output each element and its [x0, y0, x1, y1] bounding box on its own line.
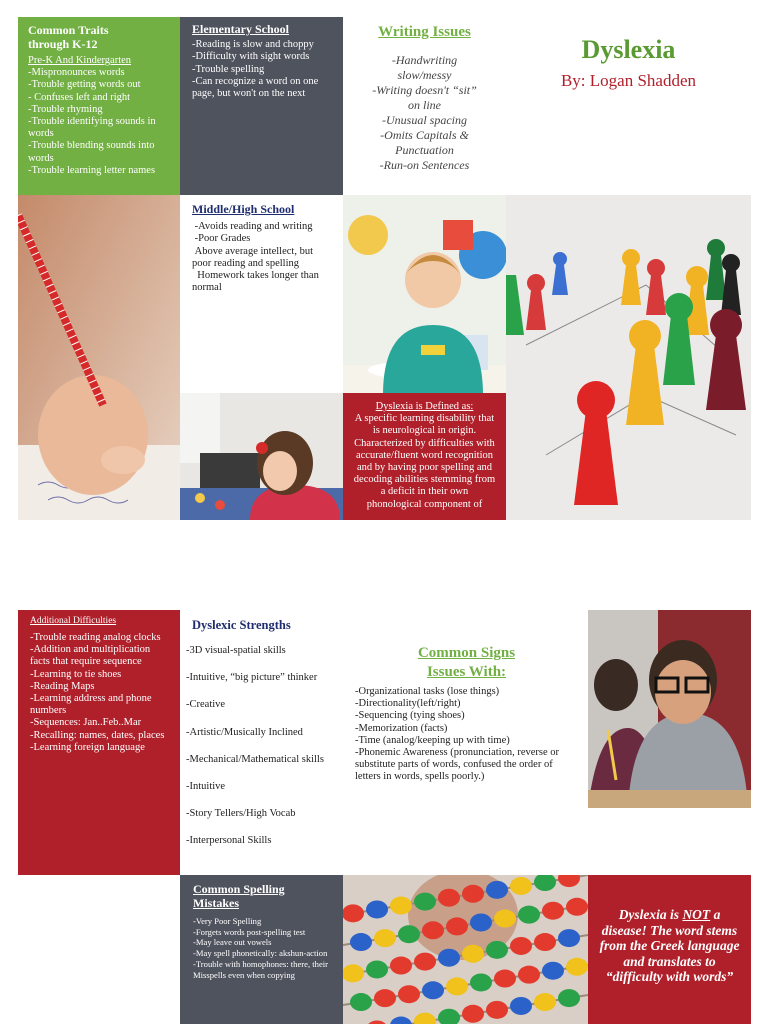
additional-item: -Trouble reading analog clocks	[30, 632, 161, 643]
defined-panel	[343, 393, 506, 520]
abacus-bead	[470, 973, 492, 991]
k12-panel	[18, 17, 180, 195]
signs-list	[355, 686, 578, 784]
k12-item: -Mispronounces words	[28, 67, 125, 79]
abacus-bead	[518, 966, 540, 984]
k12-item: -Trouble identifying sounds in words	[28, 116, 156, 140]
abacus-bead	[390, 897, 412, 915]
abacus-bead	[486, 881, 508, 899]
defined-title: Dyslexia is Defined as:	[375, 401, 474, 412]
notdisease-pre: Dyslexia is	[618, 907, 683, 922]
defined-body: A specific learning disability that is neurological in origin. Characterized by difficulties with accurate/fluent word recognition and by having poor spelling and decoding abilities stemming from a deficit in their own phonological component of	[353, 413, 496, 510]
middle-item: Homework takes longer than normal	[192, 270, 322, 294]
strength-item: -Interpersonal Skills	[186, 835, 272, 847]
abacus-bead	[374, 929, 396, 947]
abacus-bead	[510, 937, 532, 955]
abacus-bead	[470, 913, 492, 931]
writing-item: -Unusual spacing	[382, 113, 467, 127]
abacus-bead	[343, 904, 364, 922]
strength-item: -Creative	[186, 699, 226, 711]
additional-list	[30, 632, 168, 754]
spelling-item: -Trouble with homophones: there, their	[193, 958, 329, 969]
elementary-item: -Can recognize a word on one page, but won't on the next	[192, 75, 319, 100]
abacus-bead	[414, 953, 436, 971]
spelling-item: -Very Poor Spelling	[193, 916, 262, 926]
strength-item: -Artistic/Musically Inclined	[186, 726, 303, 738]
spelling-item: -May leave out vowels	[193, 937, 272, 948]
abacus-bead	[398, 925, 420, 943]
abacus-bead	[566, 958, 588, 976]
glasses-boy-photo	[588, 610, 751, 808]
additional-item: -Learning address and phone numbers	[30, 693, 152, 717]
strength-item: -Intuitive	[186, 781, 226, 793]
game-pieces-photo	[506, 195, 751, 520]
writing-item: -Run-on Sentences	[379, 158, 470, 172]
spelling-title: Common Spelling Mistakes	[193, 882, 285, 910]
additional-item: -Recalling: names, dates, places	[30, 729, 165, 741]
strength-item: -Story Tellers/High Vocab	[186, 808, 296, 820]
k12-item: -Trouble rhyming	[28, 103, 103, 115]
k12-item: -Trouble blending sounds into words	[28, 140, 155, 164]
abacus-bead	[462, 885, 484, 903]
abacus-bead	[518, 906, 540, 924]
strengths-panel	[180, 610, 343, 875]
sign-item: -Phonemic Awareness (pronunciation, reverse or substitute parts of words, confused the order of letters in words, spells poorly.)	[355, 747, 560, 783]
abacus-bead	[494, 910, 516, 928]
k12-item: -Trouble learning letter names	[28, 164, 156, 176]
writing-title: Writing Issues	[378, 24, 471, 40]
writing-item: -Handwriting slow/messy	[391, 53, 458, 82]
abacus-bead	[542, 902, 564, 920]
elementary-item: -Reading is slow and choppy	[192, 39, 314, 51]
notdisease-text	[598, 907, 741, 985]
boy-photo	[343, 195, 506, 393]
additional-item: -Reading Maps	[30, 680, 95, 692]
strength-item: -Mechanical/Mathematical skills	[186, 753, 324, 765]
abacus-bead	[366, 900, 388, 918]
notdisease-not: NOT	[682, 907, 711, 922]
middle-item: -Avoids reading and writing	[192, 221, 313, 233]
strengths-title: Dyslexic Strengths	[192, 618, 291, 632]
abacus-bead	[534, 993, 556, 1011]
abacus-bead	[446, 977, 468, 995]
abacus-bead	[558, 989, 580, 1007]
abacus-bead	[462, 945, 484, 963]
abacus-bead	[510, 997, 532, 1015]
strength-item: -3D visual-spatial skills	[186, 645, 286, 656]
additional-item: -Learning foreign language	[30, 741, 145, 753]
handwriting-photo	[18, 195, 180, 520]
abacus-bead	[510, 877, 532, 895]
middle-item: Above average intellect, but poor reading and spelling	[192, 245, 316, 269]
writing-item: -Writing doesn't “sit” on line	[372, 83, 477, 112]
sign-item: -Memorization (facts)	[355, 722, 448, 734]
abacus-bead	[566, 898, 588, 916]
elementary-item: -Difficulty with sight words	[192, 51, 310, 63]
sign-item: -Organizational tasks (lose things)	[355, 686, 500, 697]
abacus-photo	[343, 875, 588, 1024]
additional-item: -Sequences: Jan..Feb..Mar	[30, 717, 142, 729]
additional-item: -Learning to tie shoes	[30, 668, 122, 680]
spelling-panel	[180, 875, 343, 1024]
additional-item: -Addition and multiplication facts that require sequence	[30, 644, 151, 668]
notdisease-post: a disease! The word stems from the Greek language and translates to “difficulty with words”	[599, 907, 740, 984]
abacus-bead	[542, 962, 564, 980]
k12-list	[28, 67, 170, 177]
cover-panel	[506, 17, 751, 195]
strength-item: -Intuitive, “big picture” thinker	[186, 672, 318, 684]
spelling-item: -Forgets words post-spelling test	[193, 926, 306, 937]
spelling-list	[193, 916, 330, 980]
abacus-bead	[494, 970, 516, 988]
writing-panel	[343, 17, 506, 195]
abacus-bead	[422, 921, 444, 939]
k12-title: Common Traits through K-12	[28, 23, 109, 51]
abacus-bead	[486, 1001, 508, 1019]
abacus-bead	[343, 964, 364, 982]
middle-item: -Poor Grades	[192, 233, 251, 245]
sign-item: -Sequencing (tying shoes)	[355, 710, 465, 722]
elementary-panel	[180, 17, 343, 195]
sign-item: -Directionality(left/right)	[355, 698, 461, 710]
girl-photo	[180, 393, 343, 520]
k12-subtitle: Pre-K And Kindergarten	[28, 55, 132, 66]
spelling-item: -May spell phonetically: akshun-action	[193, 948, 328, 959]
abacus-bead	[374, 989, 396, 1007]
abacus-bead	[414, 893, 436, 911]
k12-item: -Trouble getting words out	[28, 79, 141, 91]
elementary-item: -Trouble spelling	[192, 63, 265, 75]
abacus-bead	[390, 957, 412, 975]
abacus-bead	[438, 949, 460, 967]
abacus-bead	[438, 889, 460, 907]
abacus-bead	[366, 960, 388, 978]
abacus-bead	[350, 933, 372, 951]
notdisease-panel	[588, 875, 751, 1024]
signs-panel	[343, 610, 588, 875]
middle-list	[192, 221, 331, 294]
sign-item: -Time (analog/keeping up with time)	[355, 734, 510, 746]
signs-title: Common Signs Issues With:	[417, 645, 516, 680]
abacus-bead	[350, 993, 372, 1011]
writing-item: -Omits Capitals & Punctuation	[380, 128, 469, 157]
additional-panel	[18, 610, 180, 875]
cover-title: Dyslexia	[581, 35, 676, 64]
middle-panel	[180, 195, 343, 393]
elementary-title: Elementary School	[192, 22, 289, 36]
abacus-bead	[534, 933, 556, 951]
k12-item: - Confuses left and right	[28, 91, 131, 103]
abacus-bead	[422, 981, 444, 999]
additional-title: Additional Difficulties	[30, 616, 117, 626]
abacus-bead	[486, 941, 508, 959]
abacus-bead	[446, 917, 468, 935]
middle-title: Middle/High School	[192, 202, 295, 216]
writing-list	[349, 53, 500, 173]
abacus-bead	[398, 985, 420, 1003]
abacus-bead	[462, 1005, 484, 1023]
spelling-item: Misspells even when copying	[193, 969, 295, 980]
elementary-list	[192, 39, 331, 100]
cover-author: By: Logan Shadden	[560, 71, 697, 90]
abacus-bead	[558, 929, 580, 947]
strengths-list	[186, 645, 337, 848]
